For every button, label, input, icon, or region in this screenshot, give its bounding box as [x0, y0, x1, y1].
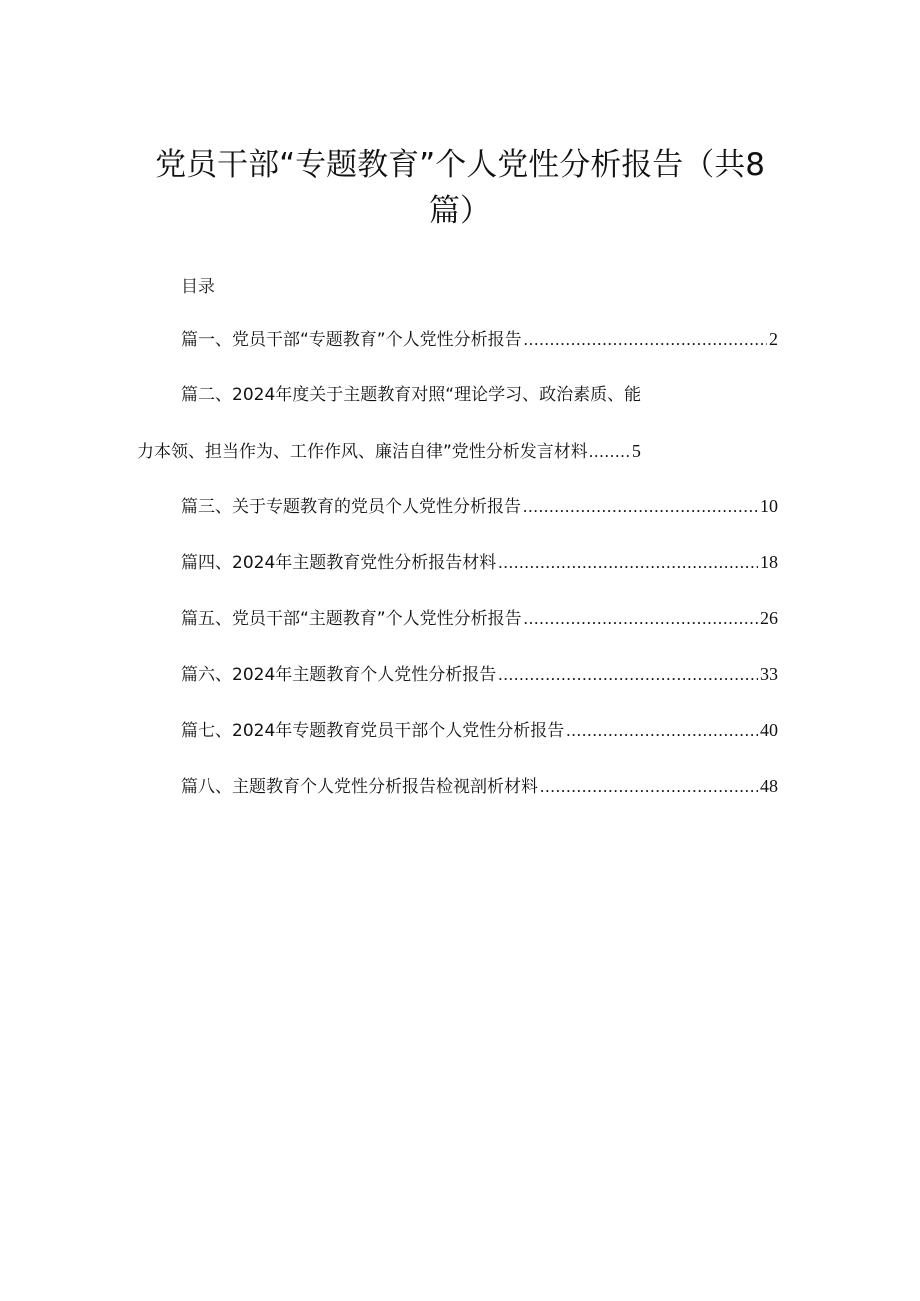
document-title: 党员干部“专题教育”个人党性分析报告（共8篇） — [155, 147, 765, 229]
toc-entry-text: 篇三、关于专题教育的党员个人党性分析报告 — [181, 497, 521, 517]
toc-entry-text: 篇四、2024年主题教育党性分析报告材料 — [181, 553, 497, 573]
toc-leader — [498, 662, 758, 688]
toc-entry-4[interactable] — [181, 549, 778, 576]
toc-entry-text-line2: 力本领、担当作为、工作作风、廉洁自律”党性分析发言材料 — [137, 442, 588, 462]
toc-leader — [566, 718, 758, 744]
toc-entry-1[interactable] — [181, 326, 778, 353]
toc-page-number: 2 — [769, 329, 778, 349]
toc-page-number: 18 — [760, 552, 778, 572]
toc-page-number: 26 — [760, 608, 778, 628]
toc-entry-text: 篇五、党员干部“主题教育”个人党性分析报告 — [181, 609, 522, 629]
toc-page-number: 33 — [760, 664, 778, 684]
toc-entry-line2 — [137, 438, 641, 465]
toc-entry-7[interactable] — [181, 717, 778, 744]
toc-page-number: 5 — [631, 441, 641, 461]
toc-entry-text-line1: 篇二、2024年度关于主题教育对照“理论学习、政治素质、能 — [181, 385, 642, 405]
toc-page-number: 40 — [760, 720, 778, 740]
toc-page-number: 10 — [760, 496, 778, 516]
toc-entry-text: 篇七、2024年专题教育党员干部个人党性分析报告 — [181, 721, 565, 741]
toc-leader — [523, 494, 758, 520]
toc-entry-3[interactable] — [181, 493, 778, 520]
toc-leader — [524, 606, 758, 632]
toc-entry-8[interactable] — [181, 773, 778, 800]
toc-entry-5[interactable] — [181, 605, 778, 632]
toc-leader — [524, 327, 767, 353]
toc-leader: ........ — [588, 442, 631, 461]
toc-label: 目录 — [181, 277, 215, 297]
toc-leader — [498, 550, 758, 576]
toc-leader — [540, 774, 758, 800]
toc-entry-text: 篇一、党员干部“专题教育”个人党性分析报告 — [181, 330, 522, 350]
toc-entry-text: 篇六、2024年主题教育个人党性分析报告 — [181, 665, 497, 685]
toc-page-number: 48 — [760, 776, 778, 796]
toc-entry-text: 篇八、主题教育个人党性分析报告检视剖析材料 — [181, 777, 538, 797]
toc-entry-6[interactable] — [181, 661, 778, 688]
